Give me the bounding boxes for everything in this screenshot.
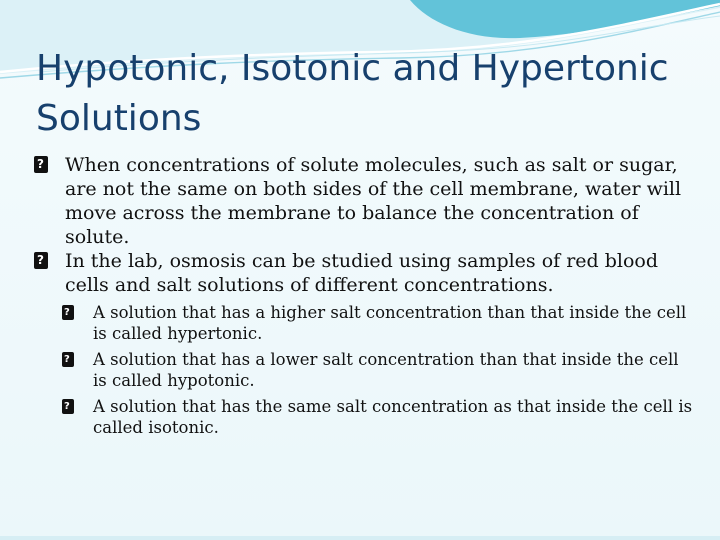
sub-bullet-item: [62, 349, 694, 391]
sub-bullet-text: A solution that has a lower salt concentration than that inside the cell is called hypotonic.: [93, 350, 679, 390]
bullet-text: When concentrations of solute molecules, such as salt or sugar, are not the same on both sides of the cell membrane, water will move across the membrane to balance the concentration of solute.: [65, 154, 682, 248]
sub-bullet-item: [62, 302, 694, 344]
bullet-glyph-icon: [34, 252, 48, 269]
sub-bullet-text: A solution that has the same salt concentration as that inside the cell is called isotonic.: [93, 397, 693, 437]
page-title: Hypotonic, Isotonic and Hypertonic Solutions: [36, 48, 669, 139]
sub-bullet-glyph-icon: [62, 352, 74, 367]
bullet-glyph-icon: [34, 156, 48, 173]
sub-bullet-item: [62, 396, 694, 438]
slide-content: [34, 153, 694, 443]
sub-bullet-text: A solution that has a higher salt concentration than that inside the cell is called hypertonic.: [93, 303, 687, 343]
sub-bullet-glyph-icon: [62, 399, 74, 414]
sub-bullet-glyph-icon: [62, 305, 74, 320]
bullet-item: [34, 249, 694, 297]
bullet-text: In the lab, osmosis can be studied using samples of red blood cells and salt solutions of different concentrations.: [65, 250, 659, 296]
sub-bullet-list: [34, 302, 694, 438]
bullet-item: [34, 153, 694, 249]
bottom-divider: [0, 536, 720, 540]
